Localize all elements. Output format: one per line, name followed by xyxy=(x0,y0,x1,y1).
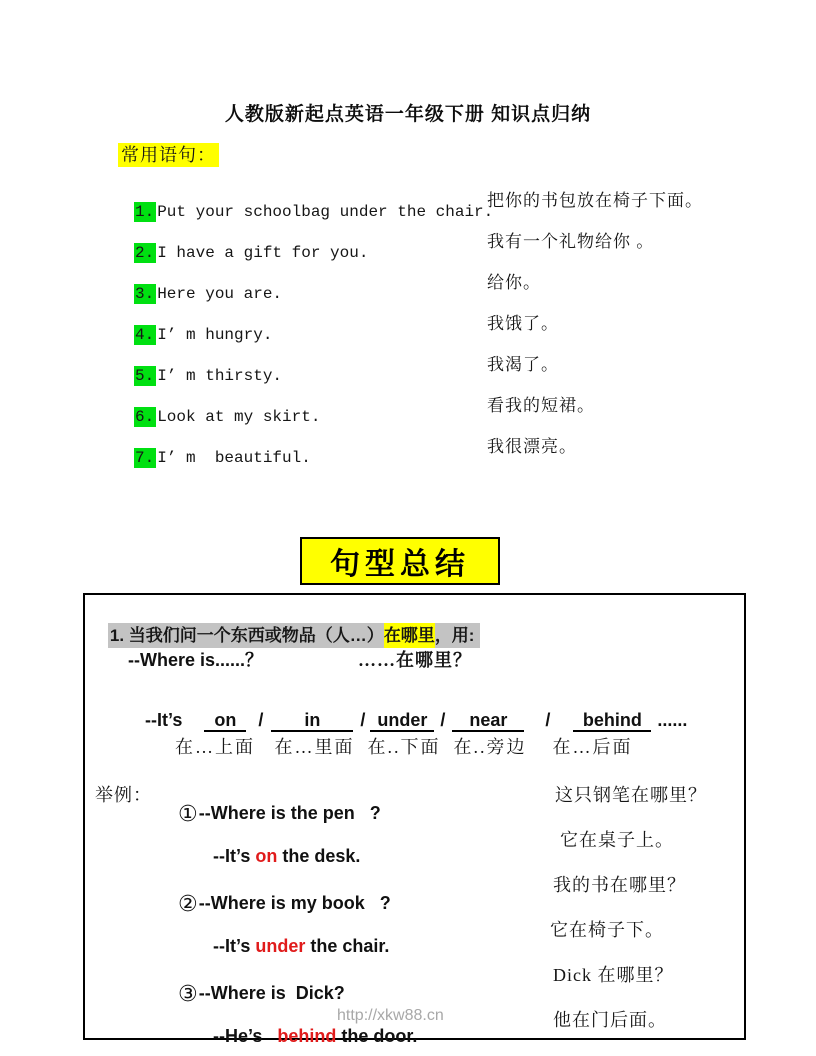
phrase-chinese: 把你的书包放在椅子下面。 xyxy=(487,191,703,210)
section-banner-sentence-patterns: 句型总结 xyxy=(300,537,500,585)
phrase-english: I’ m beautiful. xyxy=(157,449,311,467)
rule-text xyxy=(108,623,481,648)
circled-number: ① xyxy=(178,801,198,826)
circled-number: ② xyxy=(178,891,198,916)
rule-prefix: 1. 当我们问一个东西或物品（人…） xyxy=(109,626,384,645)
answer-tail-dots: ...... xyxy=(657,710,688,730)
phrase-chinese: 我有一个礼物给你 。 xyxy=(487,232,655,251)
example-question-en: --Where is my book ? xyxy=(198,893,391,913)
example-answer-pre: --It’s xyxy=(213,846,256,866)
slash-separator: / xyxy=(360,710,366,730)
slash-separator: / xyxy=(440,710,446,730)
answer-prefix: --It’s xyxy=(145,710,183,730)
pattern-question-zh: ……在哪里？ xyxy=(358,650,472,670)
example-answer-keyword: behind xyxy=(277,1026,337,1046)
example-answer-post: the desk. xyxy=(277,846,361,866)
example-answer-post: the chair. xyxy=(305,936,390,956)
phrase-english: Here you are. xyxy=(157,285,283,303)
phrase-number: 6. xyxy=(135,408,155,426)
phrase-number: 2. xyxy=(135,244,155,262)
circled-number: ③ xyxy=(178,981,198,1006)
phrase-english: Look at my skirt. xyxy=(157,408,321,426)
phrase-chinese: 给你。 xyxy=(487,273,541,292)
phrase-number: 5. xyxy=(135,367,155,385)
example-answer-keyword: under xyxy=(255,936,306,956)
phrase-english: I’ m hungry. xyxy=(157,326,273,344)
examples-label: 举例： xyxy=(95,785,152,805)
example-question-zh: 我的书在哪里？ xyxy=(553,875,686,895)
example-answer-pre: --He’s xyxy=(213,1026,278,1046)
rule-suffix: ，用: xyxy=(434,626,475,645)
example-answer-zh: 它在桌子上。 xyxy=(560,830,674,850)
example-question-en: --Where is the pen ? xyxy=(198,803,381,823)
prep-under: under xyxy=(370,710,434,732)
example-answer-zh: 他在门后面。 xyxy=(553,1010,667,1030)
pattern-question-en: --Where is......？ xyxy=(128,650,264,670)
watermark-url: http://xkw88.cn xyxy=(337,1007,444,1024)
slash-separator: / xyxy=(258,710,264,730)
phrase-english: I’ m thirsty. xyxy=(157,367,283,385)
phrase-number: 4. xyxy=(135,326,155,344)
phrase-chinese: 我饿了。 xyxy=(487,314,559,333)
phrase-chinese: 我渴了。 xyxy=(487,355,559,374)
example-question-zh: Dick 在哪里？ xyxy=(553,965,674,985)
prep-in: in xyxy=(271,710,353,732)
preposition-meanings: 在…上面 在…里面 在..下面 在..旁边 在…后面 xyxy=(175,737,633,757)
example-answer-keyword: on xyxy=(255,846,278,866)
phrase-chinese: 看我的短裙。 xyxy=(487,396,595,415)
example-answer xyxy=(193,1005,417,1056)
phrase-number: 1. xyxy=(135,203,155,221)
section-heading-common-phrases: 常用语句： xyxy=(118,143,219,167)
prep-on: on xyxy=(204,710,246,732)
rule-highlight: 在哪里 xyxy=(384,623,435,648)
prep-behind: behind xyxy=(573,710,651,732)
example-answer-zh: 它在椅子下。 xyxy=(550,920,664,940)
page-title: 人教版新起点英语一年级下册 知识点归纳 xyxy=(224,104,592,125)
example-answer-post: the door. xyxy=(336,1026,418,1046)
phrase-chinese: 我很漂亮。 xyxy=(487,437,577,456)
phrase-number: 3. xyxy=(135,285,155,303)
phrase-english: I have a gift for you. xyxy=(157,244,369,262)
example-answer-pre: --It’s xyxy=(213,936,256,956)
slash-separator: / xyxy=(545,710,551,730)
example-question-en: --Where is Dick? xyxy=(198,983,345,1003)
phrase-row xyxy=(118,431,311,485)
prep-near: near xyxy=(452,710,524,732)
phrase-number: 7. xyxy=(135,449,155,467)
example-question-zh: 这只钢笔在哪里？ xyxy=(555,785,707,805)
phrase-english: Put your schoolbag under the chair. xyxy=(157,203,494,221)
